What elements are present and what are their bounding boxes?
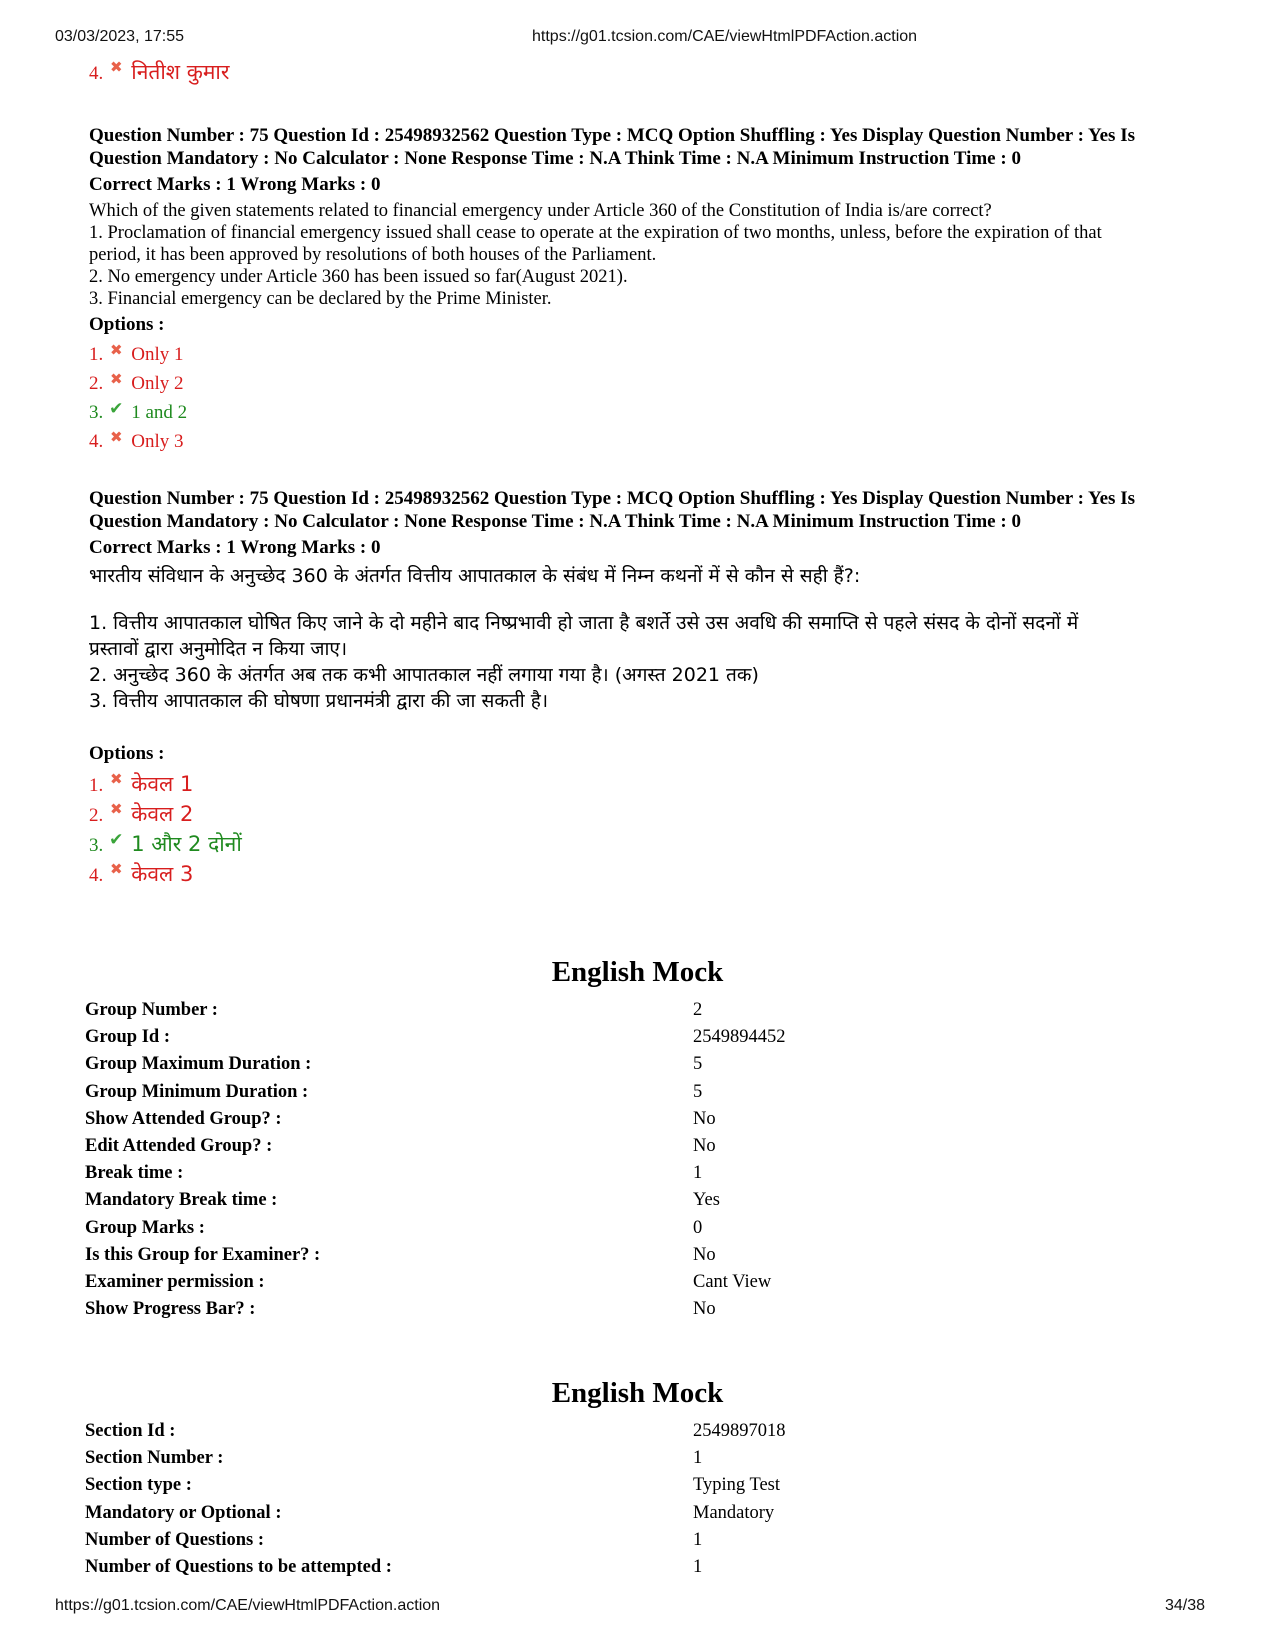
option-text: केवल 1 — [131, 772, 194, 796]
question-meta-line: Question Mandatory : No Calculator : None Response Time : N.A Think Time : N.A Minimum Instruction Time : 0 — [89, 511, 1021, 532]
question-marks-hi: Correct Marks : 1 Wrong Marks : 0 — [89, 537, 381, 558]
group-title: English Mock — [551, 956, 724, 988]
option-number: 2. — [89, 805, 104, 826]
option-text: केवल 2 — [131, 802, 194, 826]
info-value: No — [693, 1108, 716, 1129]
option-text: Only 3 — [131, 431, 184, 452]
question-text-hi — [89, 610, 1209, 714]
info-row — [85, 1027, 1185, 1054]
previous-question-option-4 — [89, 60, 229, 86]
question-line: 2. No emergency under Article 360 has been issued so far(August 2021). — [89, 267, 628, 287]
info-key: Examiner permission : — [85, 1271, 265, 1292]
section-info-table — [85, 1421, 1185, 1584]
cross-icon: ✖ — [109, 60, 123, 76]
question-line: Which of the given statements related to financial emergency under Article 360 of the Constitution of India is/are correct? — [89, 201, 992, 221]
info-row — [85, 1054, 1185, 1081]
options-label-hi: Options : — [89, 743, 165, 764]
info-row — [85, 1503, 1185, 1530]
option-en-4 — [89, 430, 184, 454]
info-value: 1 — [693, 1556, 703, 1577]
info-value: 1 — [693, 1529, 703, 1550]
question-meta-line: Question Number : 75 Question Id : 25498932562 Question Type : MCQ Option Shuffling : Yes Display Question Number : Yes Is — [89, 488, 1135, 509]
option-hi-3 — [89, 832, 242, 858]
info-value: 5 — [693, 1081, 703, 1102]
question-line: 1. वित्तीय आपातकाल घोषित किए जाने के दो महीने बाद निष्प्रभावी हो जाता है बशर्ते उसे उस अवधि की समाप्ति से पहले संसद के दोनों सदनों में — [89, 612, 1079, 634]
info-row — [85, 1000, 1185, 1027]
question-text-en — [89, 200, 1199, 310]
cross-icon: ✖ — [109, 772, 123, 788]
option-text: नितीश कुमार — [131, 60, 230, 84]
info-value: 0 — [693, 1217, 703, 1238]
info-value: No — [693, 1299, 716, 1320]
info-row — [85, 1163, 1185, 1190]
question-line: period, it has been approved by resolutions of both houses of the Parliament. — [89, 245, 657, 265]
info-row — [85, 1272, 1185, 1299]
info-value: 1 — [693, 1163, 703, 1184]
option-text: Only 2 — [131, 373, 184, 394]
footer-url: https://g01.tcsion.com/CAE/viewHtmlPDFAction.action — [55, 1597, 441, 1614]
question-meta-hi — [89, 487, 1199, 533]
option-en-1 — [89, 343, 184, 367]
info-row — [85, 1475, 1185, 1502]
info-value: 5 — [693, 1054, 703, 1075]
info-value: 1 — [693, 1448, 703, 1469]
option-hi-4 — [89, 862, 193, 888]
info-value: 2549894452 — [693, 1027, 786, 1048]
info-key: Break time : — [85, 1163, 184, 1184]
info-key: Group Id : — [85, 1027, 170, 1048]
info-key: Is this Group for Examiner? : — [85, 1244, 321, 1265]
info-row — [85, 1299, 1185, 1326]
option-number: 2. — [89, 373, 104, 394]
cross-icon: ✖ — [109, 372, 123, 388]
info-key: Mandatory or Optional : — [85, 1502, 282, 1523]
info-key: Show Attended Group? : — [85, 1108, 282, 1129]
print-datetime: 03/03/2023, 17:55 — [55, 28, 185, 45]
info-row — [85, 1190, 1185, 1217]
info-value: Typing Test — [693, 1475, 780, 1496]
option-hi-1 — [89, 772, 193, 798]
option-number: 3. — [89, 835, 104, 856]
info-key: Mandatory Break time : — [85, 1190, 278, 1211]
info-value: Cant View — [693, 1271, 772, 1292]
page-number: 34/38 — [1165, 1597, 1206, 1614]
info-key: Section type : — [85, 1475, 192, 1496]
cross-icon: ✖ — [109, 343, 123, 359]
question-meta-line: Question Mandatory : No Calculator : None Response Time : N.A Think Time : N.A Minimum Instruction Time : 0 — [89, 148, 1021, 169]
question-line: भारतीय संविधान के अनुच्छेद 360 के अंतर्गत वित्तीय आपातकाल के संबंध में निम्न कथनों में से कौन से सही हैं?: — [89, 565, 861, 587]
check-icon: ✔ — [109, 399, 124, 418]
info-row — [85, 1082, 1185, 1109]
question-line: प्रस्तावों द्वारा अनुमोदित न किया जाए। — [89, 638, 348, 660]
info-value: No — [693, 1135, 716, 1156]
options-label-en: Options : — [89, 314, 165, 335]
section-title: English Mock — [551, 1377, 724, 1409]
group-info-table — [85, 1000, 1185, 1326]
question-marks-en: Correct Marks : 1 Wrong Marks : 0 — [89, 174, 381, 195]
option-number: 4. — [89, 63, 104, 84]
option-en-3 — [89, 401, 187, 425]
info-row — [85, 1530, 1185, 1557]
info-value: No — [693, 1244, 716, 1265]
info-key: Number of Questions : — [85, 1529, 265, 1550]
question-meta-en — [89, 124, 1199, 170]
info-row — [85, 1245, 1185, 1272]
info-value: Yes — [693, 1190, 720, 1211]
question-line: 3. Financial emergency can be declared by the Prime Minister. — [89, 289, 552, 309]
option-text: 1 and 2 — [131, 402, 188, 423]
info-row — [85, 1136, 1185, 1163]
print-url: https://g01.tcsion.com/CAE/viewHtmlPDFAction.action — [532, 28, 918, 45]
option-number: 1. — [89, 344, 104, 365]
option-number: 3. — [89, 402, 104, 423]
info-value: 2549897018 — [693, 1421, 786, 1441]
question-text-hi-intro — [89, 563, 1209, 589]
info-row — [85, 1557, 1185, 1584]
info-key: Edit Attended Group? : — [85, 1135, 273, 1156]
info-row — [85, 1421, 1185, 1448]
info-key: Number of Questions to be attempted : — [85, 1556, 392, 1577]
option-text: Only 1 — [131, 344, 184, 365]
question-meta-line: Question Number : 75 Question Id : 25498932562 Question Type : MCQ Option Shuffling : Yes Display Question Number : Yes Is — [89, 125, 1135, 146]
info-row — [85, 1448, 1185, 1475]
info-value: 2 — [693, 1000, 703, 1020]
option-number: 4. — [89, 431, 104, 452]
question-line: 1. Proclamation of financial emergency issued shall cease to operate at the expiration of two months, unless, before the expiration of that — [89, 223, 1102, 243]
option-number: 4. — [89, 865, 104, 886]
info-key: Group Maximum Duration : — [85, 1054, 312, 1075]
option-en-2 — [89, 372, 184, 396]
info-key: Group Minimum Duration : — [85, 1081, 309, 1102]
cross-icon: ✖ — [109, 862, 123, 878]
option-text: केवल 3 — [131, 862, 194, 886]
option-hi-2 — [89, 802, 193, 828]
cross-icon: ✖ — [109, 802, 123, 818]
info-row — [85, 1109, 1185, 1136]
info-key: Section Id : — [85, 1421, 176, 1441]
cross-icon: ✖ — [109, 430, 123, 446]
info-key: Show Progress Bar? : — [85, 1299, 256, 1320]
option-number: 1. — [89, 775, 104, 796]
info-key: Group Marks : — [85, 1217, 205, 1238]
info-value: Mandatory — [693, 1502, 775, 1523]
info-key: Section Number : — [85, 1448, 224, 1469]
check-icon: ✔ — [109, 830, 124, 849]
info-row — [85, 1218, 1185, 1245]
option-text: 1 और 2 दोनों — [131, 832, 242, 856]
question-line: 2. अनुच्छेद 360 के अंतर्गत अब तक कभी आपातकाल नहीं लगाया गया है। (अगस्त 2021 तक) — [89, 664, 759, 686]
question-line: 3. वित्तीय आपातकाल की घोषणा प्रधानमंत्री द्वारा की जा सकती है। — [89, 690, 549, 712]
info-key: Group Number : — [85, 1000, 218, 1020]
